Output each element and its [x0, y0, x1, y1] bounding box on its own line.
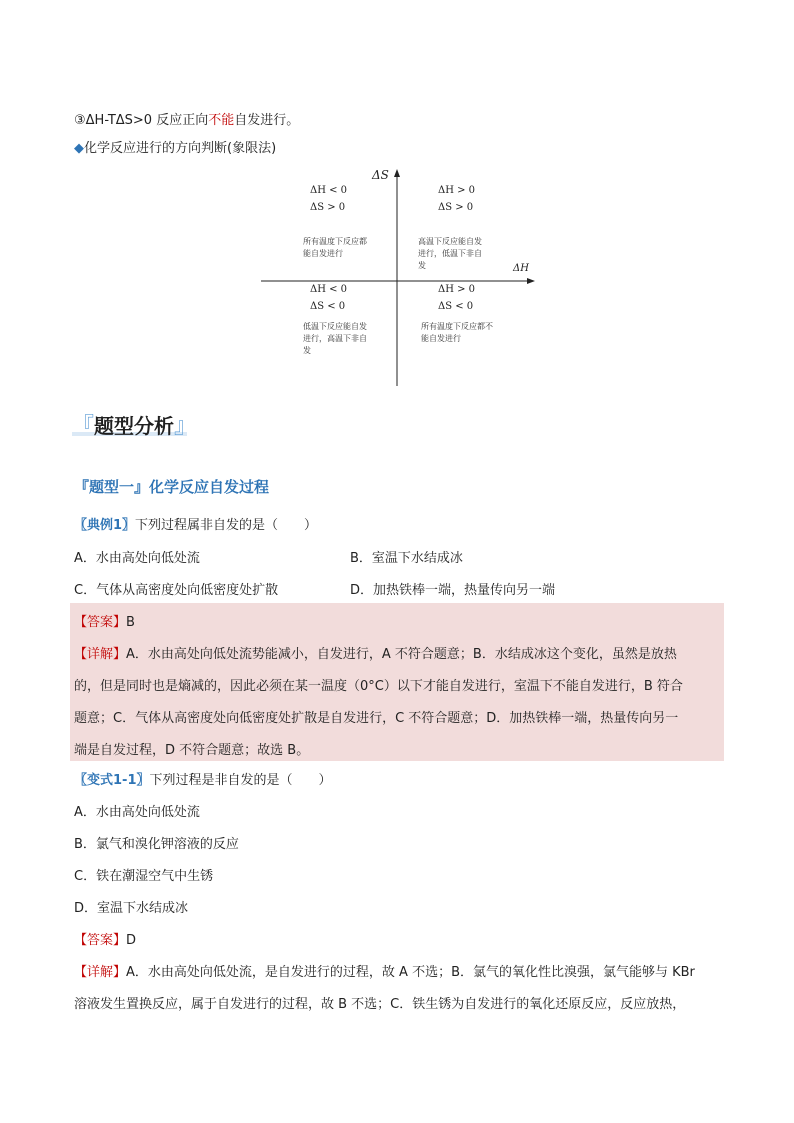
section-title: 『题型分析』 [72, 414, 197, 439]
example1-option-d: D．加热铁棒一端，热量传向另一端 [350, 583, 556, 598]
q3-dh: ΔH < 0 [310, 284, 348, 295]
example1-label: 〖典例1〗 [74, 518, 136, 533]
q1-ds: ΔS > 0 [438, 202, 474, 213]
q4-dh: ΔH > 0 [438, 284, 476, 295]
diamond-bullet-icon: ◆ [74, 141, 84, 156]
variant1-option-d: D．室温下水结成冰 [74, 901, 189, 916]
q4-description: 所有温度下反应都不能自发进行 [421, 322, 493, 343]
y-axis-label: ΔS [372, 168, 389, 182]
variant1-detail-line-1: 【详解】A．水由高处向低处流，是自发进行的过程，故 A 不选；B．氯气的氧化性比溴强，氯气能够与 KBr [74, 965, 695, 980]
q2-description: 所有温度下反应都能自发进行 [303, 237, 367, 258]
q2-dh: ΔH < 0 [310, 185, 348, 196]
rule-3: ③ΔH-TΔS>0 反应正向不能自发进行。 [74, 113, 300, 128]
variant1-detail-line-2: 溶液发生置换反应，属于自发进行的过程，故 B 不选；C．铁生锈为自发进行的氧化还原反应，反应放热， [74, 997, 686, 1012]
example1-detail-line-3: 题意；C．气体从高密度处向低密度处扩散是自发进行，C 不符合题意；D．加热铁棒一端，热量传向另一 [74, 711, 679, 726]
variant1-option-c: C．铁在潮湿空气中生锈 [74, 869, 214, 884]
variant1-option-a: A．水由高处向低处流 [74, 805, 200, 820]
method-heading: ◆化学反应进行的方向判断(象限法) [74, 141, 277, 156]
variant1-answer: 【答案】D [74, 933, 137, 948]
q4-ds: ΔS < 0 [438, 301, 474, 312]
q1-description: 高温下反应能自发进行，低温下非自发 [418, 237, 482, 270]
example1-option-c: C．气体从高密度处向低密度处扩散 [74, 583, 279, 598]
example1-option-b: B．室温下水结成冰 [350, 551, 463, 566]
q3-description: 低温下反应能自发进行，高温下非自发 [303, 322, 367, 355]
example1-answer: 【答案】B [74, 615, 135, 630]
example1-question: 〖典例1〗下列过程属非自发的是（ ） [74, 518, 318, 533]
rule-3-emphasis: 不能 [208, 113, 235, 128]
example1-detail-line-4: 端是自发过程，D 不符合题意；故选 B。 [74, 743, 310, 758]
variant1-option-b: B．氯气和溴化钾溶液的反应 [74, 837, 239, 852]
example1-detail-line-2: 的，但是同时也是熵减的，因此必须在某一温度（0°C）以下才能自发进行，室温下不能自发进行，B 符合 [74, 679, 683, 694]
example1-option-a: A．水由高处向低处流 [74, 551, 200, 566]
q2-ds: ΔS > 0 [310, 202, 346, 213]
variant1-question: 〖变式1-1〗下列过程是非自发的是（ ） [74, 773, 332, 788]
type1-heading: 『题型一』化学反应自发过程 [74, 478, 270, 496]
quadrant-axes [255, 163, 545, 391]
x-axis-label: ΔH [513, 263, 529, 274]
variant1-label: 〖变式1-1〗 [74, 773, 150, 788]
example1-detail-line-1: 【详解】A．水由高处向低处流势能减小，自发进行，A 不符合题意；B．水结成冰这个变化，虽然是放热 [74, 647, 677, 662]
quadrant-diagram [255, 163, 545, 391]
q1-dh: ΔH > 0 [438, 185, 476, 196]
q3-ds: ΔS < 0 [310, 301, 346, 312]
